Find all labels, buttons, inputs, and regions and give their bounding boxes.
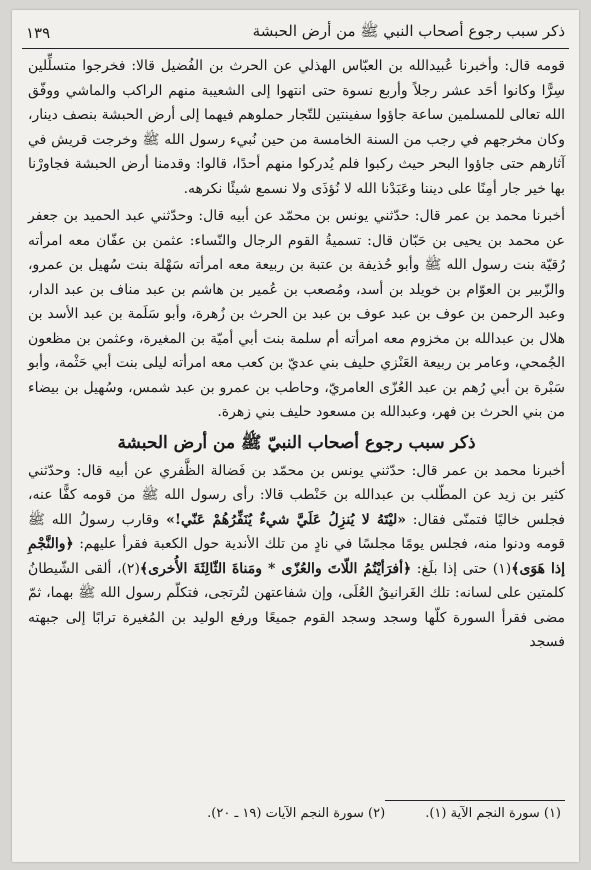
- paragraph: قومه قال: وأخبرنا عُبيدالله بن العبّاس الهذلي عن الحرث بن الفُضيل قالا: فخرجوا متسلِّلين سِرًّا وكانوا أحَد عشر رجلاً وأربع نسوة حتى انتهوا إلى الشعيبة منهم الراكب والماشي ووفّق الله تعالى للمسلمين ساعة جاؤوا سفينتين للتّجار حملوهم فيهما إلى أرض الحبشة بنصف دينار، وكان مخرجهم في رجب من السنة الخامسة من حين نُبيء رسول الله ﷺ وخرجت قريش في آثارهم حتى جاؤوا البحر حيث ركبوا فلم يُدركوا منهم أحدًا، قالوا: وقدمنا أرض الحبشة فجاورْنا بها خير جار أمِنًا على ديننا وعَبَدْنا الله لا نُؤذَى ولا نسمع شيئًا نكرهه.: [28, 58, 565, 197]
- footnotes: [30, 806, 561, 821]
- footnote: (١) سورة النجم الآية (١).: [425, 806, 561, 821]
- section-paragraph: [28, 459, 565, 655]
- page-header: [12, 20, 579, 46]
- paragraph-text: (٢)، ألقى الشّيطانُ كلمتين على لسانه: تلك الغَرانيقُ العُلَى، وإن شفاعتهن لتُرتجى، فتكلّم رسول الله ﷺ بهما، ثمّ مضى فقرأ السورة كلّها وسجد وسجد القوم جميعًا ورفع الوليد بن المُغيرة ترابًا إلى جبهته فسجد: [28, 560, 565, 650]
- paragraph-text: (١) حتى إذا بلَغ:: [416, 560, 512, 577]
- page-body: [28, 54, 565, 658]
- quotation: «ليْتَهُ لا يُنزِلُ عَلَيَّ شيءٌ يُنَفِّرُهُمْ عَنّي!»: [166, 511, 406, 528]
- section-heading: ذكر سبب رجوع أصحاب النبيّ ﷺ من أرض الحبشة: [117, 432, 476, 453]
- paragraph-text: أخبرنا محمد بن عمر قال: حدّثني يونس بن محمّد بن فَضالة الظَّفري عن أبيه قال: وحدّثني كثير بن زيد عن المطّلب بن عبدالله بن حَنْطب قالا: رأى رسول الله ﷺ من قومه كفًّا عنه، فجلس خاليًا فتمنّى فقال:: [28, 462, 565, 528]
- footnote-rule: [385, 800, 565, 801]
- paragraph: أخبرنا محمد بن عمر قال: حدّثني يونس بن محمّد عن أبيه قال: وحدّثني عبد الحميد بن جعفر عن محمد بن يحيى بن حَبّان قال: تسميةُ القوم الرجال والنّساء: عثمن بن عفّان معه امرأته رُقيّة بنت رسول الله ﷺ وأبو حُذيفة بن عتبة بن ربيعة معه امرأته سَهْلة بنت سُهيل بن عمرو، والزّبير بن العوّام بن خويلد بن أسد، ومُصعب بن عُمير بن هاشم بن عبد مناف بن عبد الدار، وعبد الرحمن بن عوف بن عبد عوف بن عبد بن الحرث بن زُهرة، وأبو سَلَمة بن عبد الأسد بن هلال بن عبدالله بن مخزوم معه امرأته أم سلمة بنت أبي أميّة بن المغيرة، وعثمن بن مظعون الجُمحي، وعامر بن ربيعة العَنْزي حليف بني عديّ بن كعب معه امرأته ليلى بنت أبي حَثْمة، وأبو سَبْرة بن أبي رُهم بن عبد العُزّى العامريّ، وحاطب بن عمرو بن عبد شمس، وسُهيل بن بيضاء من بني الحرث بن فهر، وعبدالله بن مسعود حليف بني زهرة.: [28, 208, 565, 420]
- quran-verse: ﴿أفرَأيْتُمُ اللّاتَ والعُزّى * ومَناةَ الثّالِثَةَ الأُخرى﴾: [139, 560, 412, 577]
- footnote: (٢) سورة النجم الآيات (١٩ ـ ٢٠).: [207, 806, 386, 821]
- paragraph-text: وقارب رسولُ الله ﷺ قومه ودنوا منه، فجلس يومًا مجلسًا في نادٍ من تلك الأندية حول الكعبة فقرأ عليهم:: [28, 511, 566, 552]
- page-number: ١٣٩: [26, 24, 51, 42]
- header-rule: [22, 48, 569, 49]
- running-title: ذكر سبب رجوع أصحاب النبي ﷺ من أرض الحبشة: [252, 22, 565, 40]
- quran-verse: ﴿والنَّجْمِ إذا هَوَى﴾: [28, 536, 566, 577]
- book-page: [12, 10, 579, 862]
